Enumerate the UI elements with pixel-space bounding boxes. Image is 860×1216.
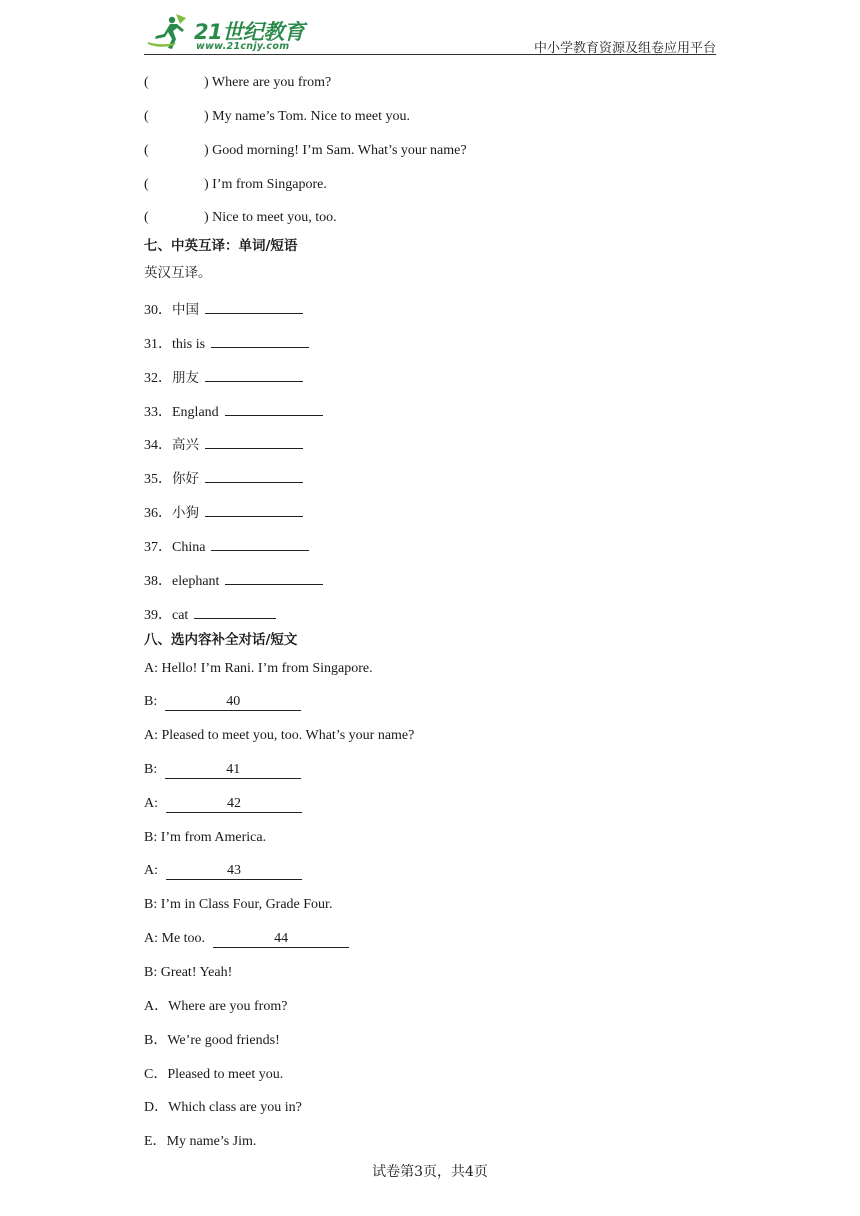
dialogue-blank[interactable]: 42 (166, 796, 302, 813)
answer-blank[interactable] (205, 434, 303, 449)
dialogue-blank[interactable]: 44 (213, 931, 349, 948)
dialogue-blank[interactable]: 41 (165, 762, 301, 779)
dialogue-line: A: Hello! I’m Rani. I’m from Singapore. (144, 661, 373, 676)
header-divider (144, 54, 716, 55)
dialogue-line: B: 40 (144, 693, 301, 711)
logo-title: 21世纪教育 (194, 20, 305, 44)
translate-item: 30．中国 (144, 299, 303, 320)
translate-item: 35．你好 (144, 468, 303, 489)
order-item: ( ) Good morning! I’m Sam. What’s your name? (144, 143, 467, 158)
translate-item: 31．this is (144, 333, 309, 354)
dialogue-line: A: 43 (144, 862, 302, 880)
section-7-instruction: 英汉互译。 (144, 265, 212, 281)
translate-item: 39．cat (144, 604, 276, 625)
translate-item: 33．England (144, 401, 323, 422)
answer-blank[interactable] (211, 536, 309, 551)
section-8-title: 八、选内容补全对话/短文 (144, 632, 298, 648)
option-item: A．Where are you from? (144, 999, 288, 1014)
order-item: ( ) I’m from Singapore. (144, 177, 327, 192)
answer-blank[interactable] (211, 333, 309, 348)
dialogue-line: A: Pleased to meet you, too. What’s your name? (144, 728, 415, 743)
answer-blank[interactable] (194, 604, 276, 619)
translate-item: 38．elephant (144, 570, 323, 591)
dialogue-line: A: 42 (144, 795, 302, 813)
dialogue-line: B: Great! Yeah! (144, 965, 233, 980)
translate-item: 34．高兴 (144, 434, 303, 455)
answer-blank[interactable] (225, 401, 323, 416)
translate-item: 37．China (144, 536, 309, 557)
option-item: B．We’re good friends! (144, 1033, 280, 1048)
logo (144, 10, 314, 54)
option-item: C．Pleased to meet you. (144, 1067, 284, 1082)
page-footer: 试卷第3页，共4页 (372, 1164, 488, 1180)
answer-blank[interactable] (205, 502, 303, 517)
order-item: ( ) My name’s Tom. Nice to meet you. (144, 109, 411, 124)
page-header (144, 10, 716, 56)
dialogue-line: B: I’m from America. (144, 830, 267, 845)
translate-item: 32．朋友 (144, 367, 303, 388)
option-item: E．My name’s Jim. (144, 1134, 257, 1149)
section-7-title: 七、中英互译：单词/短语 (144, 238, 298, 254)
dialogue-line: B: I’m in Class Four, Grade Four. (144, 897, 333, 912)
dialogue-line: B: 41 (144, 761, 301, 779)
translate-item: 36．小狗 (144, 502, 303, 523)
answer-blank[interactable] (205, 367, 303, 382)
option-item: D．Which class are you in? (144, 1100, 302, 1115)
answer-blank[interactable] (225, 570, 323, 585)
logo-url: www.21cnjy.com (196, 41, 290, 52)
order-item: ( ) Where are you from? (144, 75, 332, 90)
dialogue-blank[interactable]: 43 (166, 863, 302, 880)
answer-blank[interactable] (205, 468, 303, 483)
runner-logo-icon (146, 12, 194, 52)
header-platform-text: 中小学教育资源及组卷应用平台 (533, 41, 716, 56)
dialogue-blank[interactable]: 40 (165, 694, 301, 711)
order-item: ( ) Nice to meet you, too. (144, 210, 337, 225)
answer-blank[interactable] (205, 299, 303, 314)
dialogue-line: A: Me too. 44 (144, 930, 349, 948)
